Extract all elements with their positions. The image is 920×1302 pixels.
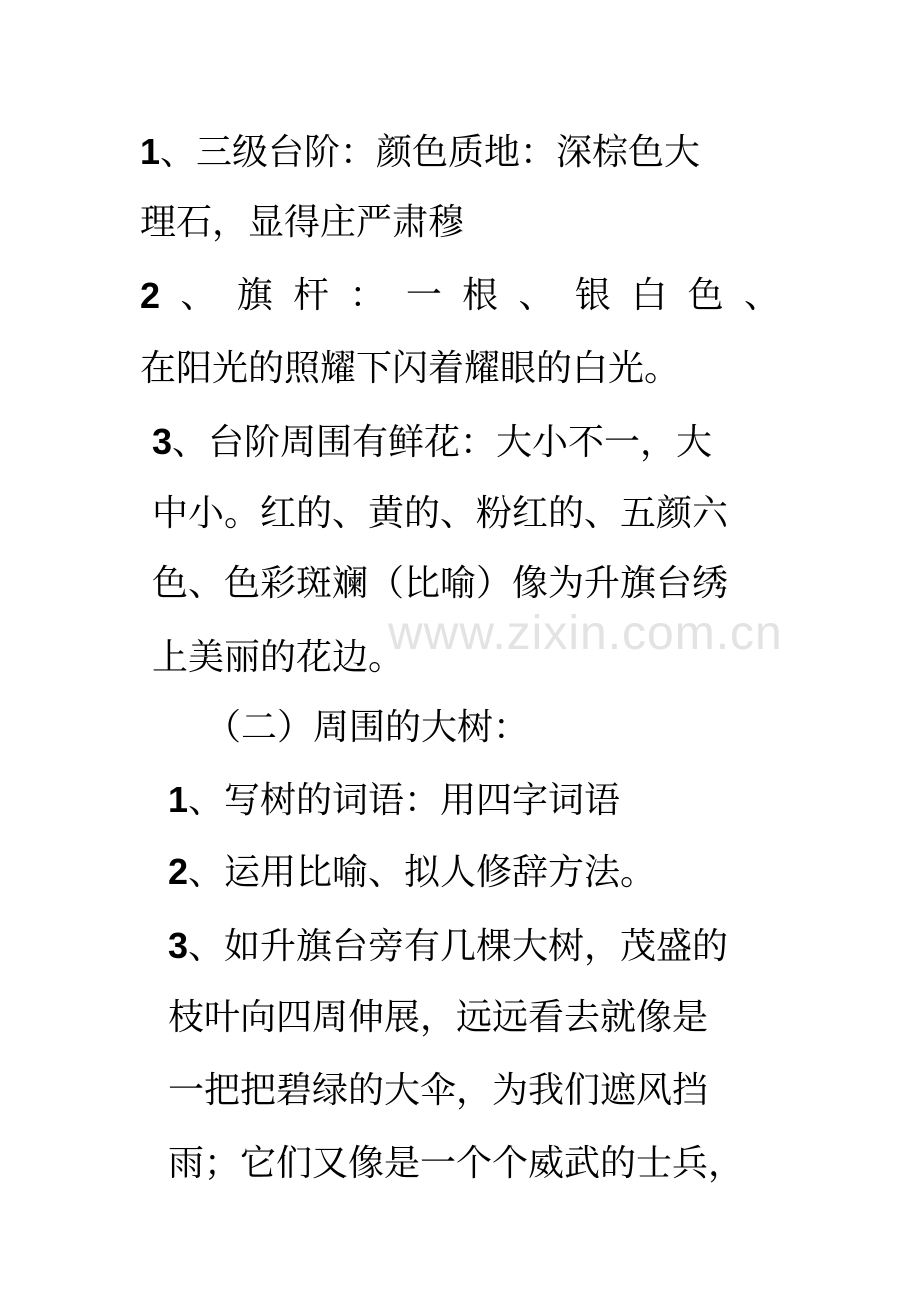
text-line-2: 理石，显得庄严肃穆	[140, 202, 465, 243]
line-text: 、运用比喻、拟人修辞方法。	[188, 852, 657, 893]
line-char: 一	[405, 275, 442, 316]
list-number: 3	[152, 421, 173, 462]
text-line-11	[168, 850, 656, 894]
text-line-4: 在阳光的照耀下闪着耀眼的白光。	[140, 348, 681, 389]
text-line-10	[168, 778, 620, 822]
text-line-5	[152, 420, 712, 464]
list-number: 1	[140, 131, 161, 172]
text-line-8: 上美丽的花边。	[152, 637, 405, 678]
line-char: 根	[462, 275, 499, 316]
text-line-12	[168, 924, 728, 968]
line-char: 、	[518, 275, 555, 316]
line-char: 杆	[293, 275, 330, 316]
line-char: 白	[631, 275, 668, 316]
line-char: 、	[180, 275, 217, 316]
text-line-1	[140, 130, 700, 174]
line-char: 2	[140, 275, 161, 316]
line-text: 、如升旗台旁有几棵大树，茂盛的	[188, 926, 729, 967]
line-char: ：	[349, 275, 386, 316]
text-line-3	[140, 274, 780, 318]
text-line-13: 枝叶向四周伸展，远远看去就像是	[168, 997, 709, 1038]
list-number: 2	[168, 851, 189, 892]
line-char: 旗	[236, 275, 273, 316]
line-char: 银	[574, 275, 611, 316]
text-line-7: 色、色彩斑斓（比喻）像为升旗台绣	[152, 563, 729, 604]
list-number: 3	[168, 925, 189, 966]
text-line-6: 中小。红的、黄的、粉红的、五颜六	[152, 493, 729, 534]
line-text: 、台阶周围有鲜花：大小不一，大	[172, 422, 713, 463]
text-line-15: 雨；它们又像是一个个威武的士兵，	[168, 1143, 745, 1184]
list-number: 1	[168, 779, 189, 820]
line-char: 色	[687, 275, 724, 316]
line-text: 、写树的词语：用四字词语	[188, 780, 621, 821]
line-char: 、	[743, 275, 780, 316]
watermark: www.zixin.com.cn	[388, 607, 783, 660]
line-text: 、三级台阶：颜色质地：深棕色大	[160, 132, 701, 173]
text-line-14: 一把把碧绿的大伞，为我们遮风挡	[168, 1070, 709, 1111]
section-heading: （二）周围的大树：	[205, 707, 530, 748]
